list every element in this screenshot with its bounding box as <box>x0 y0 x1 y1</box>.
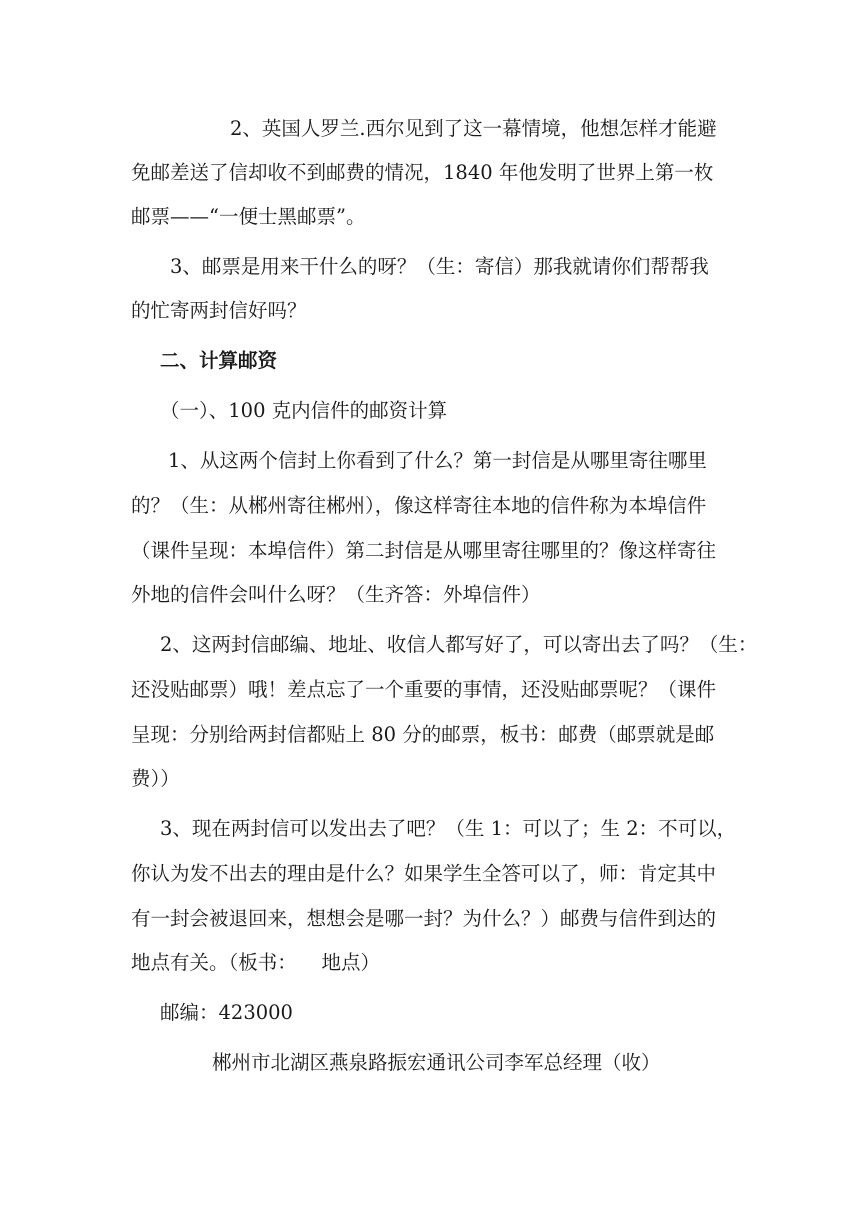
para-5-line-4: 地点有关。（板书： 地点） <box>131 951 381 974</box>
para-1-line-3: 邮票——“一便士黑邮票”。 <box>131 205 366 228</box>
para-1-line-1: 2、英国人罗兰.西尔见到了这一幕情境，他想怎样才能避 <box>230 117 717 140</box>
para-4-line-4: 费）） <box>131 767 180 790</box>
para-1-line-2: 免邮差送了信却收不到邮费的情况，1840 年他发明了世界上第一枚 <box>131 161 714 184</box>
postal-code: 邮编：423000 <box>160 1001 293 1024</box>
para-3-line-1: 1、从这两个信封上你看到了什么？第一封信是从哪里寄往哪里 <box>168 449 707 472</box>
section-heading: 二、计算邮资 <box>160 349 278 372</box>
para-3-line-2: 的？（生：从郴州寄往郴州），像这样寄往本地的信件称为本埠信件 <box>131 494 707 517</box>
para-5-line-1: 3、现在两封信可以发出去了吧？（生 1：可以了；生 2：不可以， <box>160 817 737 840</box>
para-5-line-2: 你认为发不出去的理由是什么？如果学生全答可以了，师：肯定其中 <box>131 862 717 885</box>
addressee-line: 郴州市北湖区燕泉路振宏通讯公司李军总经理（收） <box>212 1051 661 1074</box>
para-3-line-3: （课件呈现：本埠信件）第二封信是从哪里寄往哪里的？像这样寄往 <box>131 539 717 562</box>
para-2-line-2: 的忙寄两封信好吗？ <box>131 299 307 322</box>
para-2-line-1: 3、邮票是用来干什么的呀？（生：寄信）那我就请你们帮帮我 <box>170 255 709 278</box>
para-3-line-4: 外地的信件会叫什么呀？（生齐答：外埠信件） <box>131 583 541 606</box>
para-5-line-3: 有一封会被退回来，想想会是哪一封？为什么？）邮费与信件到达的 <box>131 907 717 930</box>
para-4-line-1: 2、这两封信邮编、地址、收信人都写好了，可以寄出去了吗？（生： <box>160 633 758 656</box>
subsection-heading: （一）、100 克内信件的邮资计算 <box>160 399 448 422</box>
para-4-line-3: 呈现：分别给两封信都贴上 80 分的邮票，板书：邮费（邮票就是邮 <box>131 723 715 746</box>
para-4-line-2: 还没贴邮票）哦！差点忘了一个重要的事情，还没贴邮票呢？（课件 <box>131 678 717 701</box>
